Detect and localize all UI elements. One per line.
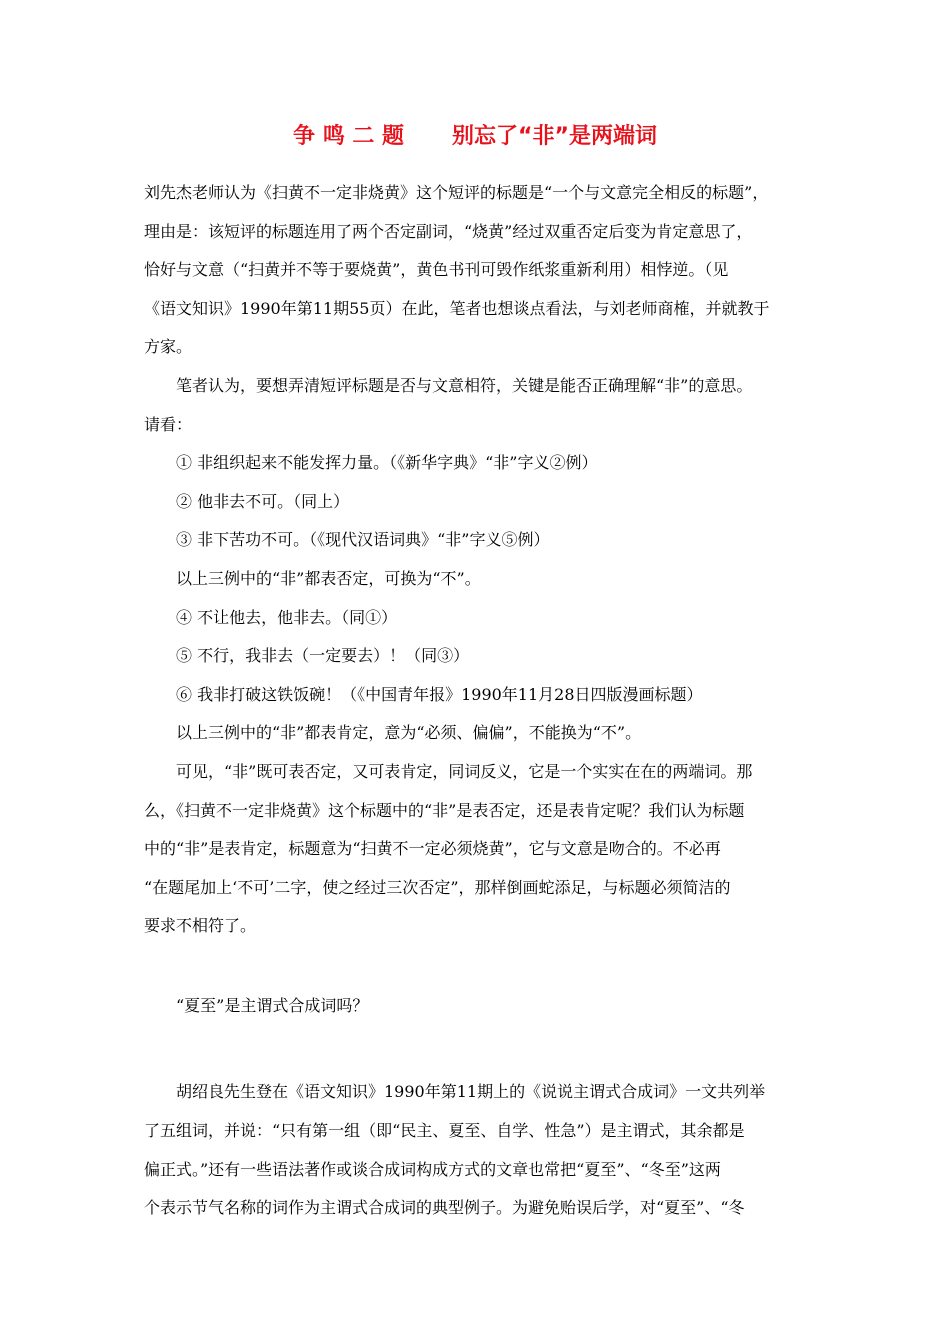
paragraph-line: 《语文知识》1990年第11期55页）在此，笔者也想谈点看法，与刘老师商榷，并就教于	[144, 298, 770, 318]
example-item: ④ 不让他去，他非去。（同①）	[176, 607, 398, 627]
paragraph-line: 恰好与文意（“扫黄并不等于要烧黄”，黄色书刊可毁作纸浆重新利用）相悖逆。（见	[144, 260, 729, 280]
paragraph-line: 理由是：该短评的标题连用了两个否定副词，“烧黄”经过双重否定后变为肯定意思了，	[144, 221, 753, 241]
paragraph-line: 刘先杰老师认为《扫黄不一定非烧黄》这个短评的标题是“一个与文意完全相反的标题”，	[144, 183, 769, 202]
section-heading: “夏至”是主谓式合成词吗？	[176, 995, 369, 1015]
paragraph-line: 笔者认为，要想弄清短评标题是否与文意相符，关键是能否正确理解“非”的意思。	[176, 375, 753, 395]
title-article-heading: 别忘了“非”是两端词	[452, 124, 657, 149]
paragraph-line: “在题尾加上‘不可’二字，使之经过三次否定”，那样倒画蛇添足，与标题必须简洁的	[144, 877, 731, 897]
paragraph-line: 请看：	[144, 414, 193, 434]
example-item: ③ 非下苦功不可。（《现代汉语词典》“非”字义⑤例）	[176, 530, 550, 550]
example-item: ⑥ 我非打破这铁饭碗！（《中国青年报》1990年11月28日四版漫画标题）	[176, 684, 703, 704]
paragraph-line: 方家。	[144, 337, 193, 357]
example-item: ① 非组织起来不能发挥力量。（《新华字典》“非”字义②例）	[176, 453, 598, 473]
paragraph-line: 了五组词，并说：“只有第一组（即“民主、夏至、自学、性急”）是主谓式，其余都是	[144, 1121, 745, 1141]
example-item: ② 他非去不可。（同上）	[176, 491, 350, 511]
paragraph-line: 偏正式。”还有一些语法著作或谈合成词构成方式的文章也常把“夏至”、“冬至”这两	[144, 1159, 721, 1179]
title-section-label: 争 鸣 二 题	[293, 124, 405, 149]
paragraph-line: 以上三例中的“非”都表肯定，意为“必须、偏偏”，不能换为“不”。	[176, 723, 642, 743]
page-title	[0, 122, 950, 152]
paragraph-line: 以上三例中的“非”都表否定，可换为“不”。	[176, 568, 481, 588]
paragraph-line: 胡绍良先生登在《语文知识》1990年第11期上的《说说主谓式合成词》一文共列举	[176, 1082, 766, 1102]
article-body	[144, 174, 808, 1228]
paragraph-line: 中的“非”是表肯定，标题意为“扫黄不一定必须烧黄”，它与文意是吻合的。不必再	[144, 839, 721, 859]
paragraph-line: 个表示节气名称的词作为主谓式合成词的典型例子。为避免贻误后学，对“夏至”、“冬	[144, 1198, 745, 1218]
paragraph-line: 么，《扫黄不一定非烧黄》这个标题中的“非”是表否定，还是表肯定呢？我们认为标题	[144, 800, 745, 820]
example-item: ⑤ 不行，我非去（一定要去）！（同③）	[176, 646, 470, 666]
paragraph-line: 可见，“非”既可表否定，又可表肯定，同词反义，它是一个实实在在的两端词。那	[176, 761, 753, 781]
paragraph-line: 要求不相符了。	[144, 916, 257, 936]
